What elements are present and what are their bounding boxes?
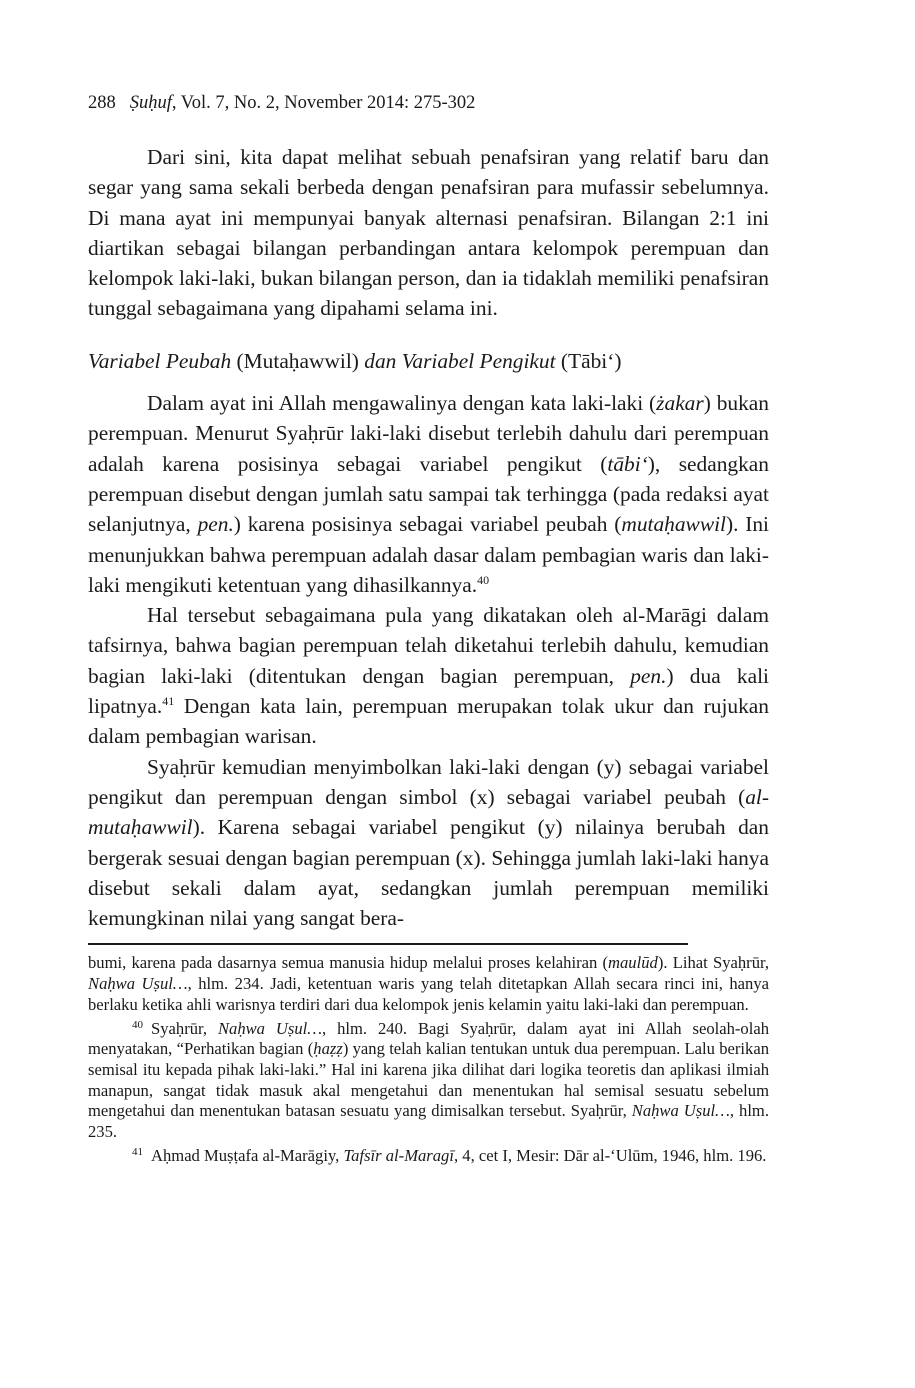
paragraph-3 xyxy=(88,600,769,751)
text-run: ), sedangkan perempuan disebut dengan jumlah satu sampai tak terhingga (pada redaksi ayat selanjutnya, xyxy=(88,451,769,537)
footnote-40 xyxy=(88,1019,769,1143)
text-run: ) bukan perempuan. Menurut Syaḥrūr laki-laki disebut terlebih dahulu dari perempuan adalah karena posisinya sebagai variabel pengikut ( xyxy=(88,391,770,476)
italic-term: pen. xyxy=(197,512,234,537)
italic-term: pen. xyxy=(630,663,667,688)
italic-term: mutaḥawwil xyxy=(621,512,726,537)
text-run: , 4, cet I, Mesir: Dār al-‘Ulūm, 1946, hlm. 196. xyxy=(453,1145,767,1165)
paragraph-2 xyxy=(88,388,769,600)
journal-issue: , Vol. 7, No. 2, November 2014: 275-302 xyxy=(171,93,476,113)
footnote-number: 40 xyxy=(132,1018,143,1031)
text-run: ). Karena sebagai variabel pengikut (y) nilainya berubah dan bergerak sesuai dengan bagian perempuan (x). Sehingga jumlah laki-laki hanya disebut sekali dalam ayat, sedangkan jumlah perempuan memiliki kemungkinan nilai yang sangat bera- xyxy=(88,815,769,931)
italic-term: Naḥwa Uṣul… xyxy=(88,974,188,994)
footnote-continuation xyxy=(88,953,769,1015)
text-run: Aḥmad Muṣṭafa al-Marāgiy, xyxy=(151,1145,344,1165)
heading-mutahawwil: (Mutaḥawwil) xyxy=(231,348,365,373)
italic-term: al-mutaḥawwil xyxy=(88,784,769,840)
text-run: Syaḥrūr, xyxy=(151,1018,218,1038)
italic-term: tābi‘ xyxy=(607,451,648,476)
text-run: ) yang telah kalian tentukan untuk dua perempuan. Lalu berikan semisal itu kepada pihak laki-laki.” Hal ini karena jika dilihat dari logika teoretis dan aplikasi ilmiah manapun, sangat tidak masuk akal mengetahui dan menentukan hal semisal sesuatu sebelum mengetahui dan menentukan batasan sesuatu yang dimisalkan tersebut. Syaḥrūr, xyxy=(88,1039,769,1121)
footnote-ref-40[interactable]: 40 xyxy=(477,572,490,587)
heading-variabel-pengikut: dan Variabel Pengikut xyxy=(364,348,556,373)
text-run: Dengan kata lain, perempuan merupakan tolak ukur dan rujukan dalam pembagian warisan. xyxy=(88,694,769,749)
text-run: bumi, karena pada dasarnya semua manusia hidup melalui proses kelahiran ( xyxy=(88,953,609,973)
body-text xyxy=(88,142,769,933)
heading-tabi: (Tābi‘) xyxy=(555,348,622,373)
text-run: ). Lihat Syaḥrūr, xyxy=(657,953,769,973)
text-run: , hlm. 234. Jadi, ketentuan waris yang telah ditetapkan Allah secara rinci ini, hanya berlaku ketika ahli warisnya terdiri dari dua kelompok jenis kelamin yaitu laki-laki dan perempuan. xyxy=(88,974,769,1014)
paragraph-1: Dari sini, kita dapat melihat sebuah penafsiran yang relatif baru dan segar yang sama sekali berbeda dengan penafsiran para mufassir sebelumnya. Di mana ayat ini mempunyai banyak alternasi penafsiran. Bilangan 2:1 ini diartikan sebagai bilangan perbandingan antara kelompok perempuan dan kelompok laki-laki, bukan bilangan person, dan ia tidaklah memiliki penafsiran tunggal sebagaimana yang dipahami selama ini. xyxy=(88,145,769,321)
page-number: 288 xyxy=(88,93,116,113)
footnotes xyxy=(88,953,769,1166)
text-run: , hlm. 235. xyxy=(88,1101,769,1142)
text-run: ) dua kali lipatnya. xyxy=(88,663,769,719)
running-header xyxy=(88,90,769,116)
italic-term: żakar xyxy=(656,391,704,416)
journal-name: Ṣuḥuf xyxy=(129,93,172,113)
heading-variabel-peubah: Variabel Peubah xyxy=(88,348,232,373)
section-heading xyxy=(88,346,769,376)
italic-term: ḥaẓẓ xyxy=(313,1039,343,1059)
italic-term: Naḥwa Uṣul… xyxy=(217,1018,323,1038)
footnote-number: 41 xyxy=(132,1145,143,1158)
text-run: Syaḥrūr kemudian menyimbolkan laki-laki dengan (y) sebagai variabel pengikut dan perempuan dengan simbol (x) sebagai variabel peubah ( xyxy=(88,754,769,809)
page xyxy=(88,90,769,1166)
paragraph-4 xyxy=(88,752,769,934)
footnote-divider xyxy=(88,943,688,945)
text-run: ) karena posisinya sebagai variabel peubah ( xyxy=(233,512,622,537)
footnote-ref-41[interactable]: 41 xyxy=(162,694,175,709)
text-run: ). Ini menunjukkan bahwa perempuan adalah dasar dalam pembagian waris dan laki-laki mengikuti ketentuan yang dihasilkannya. xyxy=(88,512,769,597)
text-run: , hlm. 240. Bagi Syaḥrūr, dalam ayat ini Allah seolah-olah menyatakan, “Perhatikan bagian ( xyxy=(88,1018,770,1059)
italic-term: maulūd xyxy=(608,953,658,973)
footnote-41 xyxy=(88,1146,769,1167)
italic-term: Naḥwa Uṣul… xyxy=(631,1101,730,1121)
italic-term: Tafsīr al-Maragī xyxy=(343,1145,454,1165)
text-run: Dalam ayat ini Allah mengawalinya dengan kata laki-laki ( xyxy=(147,391,657,416)
text-run: Hal tersebut sebagaimana pula yang dikatakan oleh al-Marāgi dalam tafsirnya, bahwa bagian perempuan telah diketahui terlebih dahulu, kemudian bagian laki-laki (ditentukan dengan bagian perempuan, xyxy=(88,603,769,688)
